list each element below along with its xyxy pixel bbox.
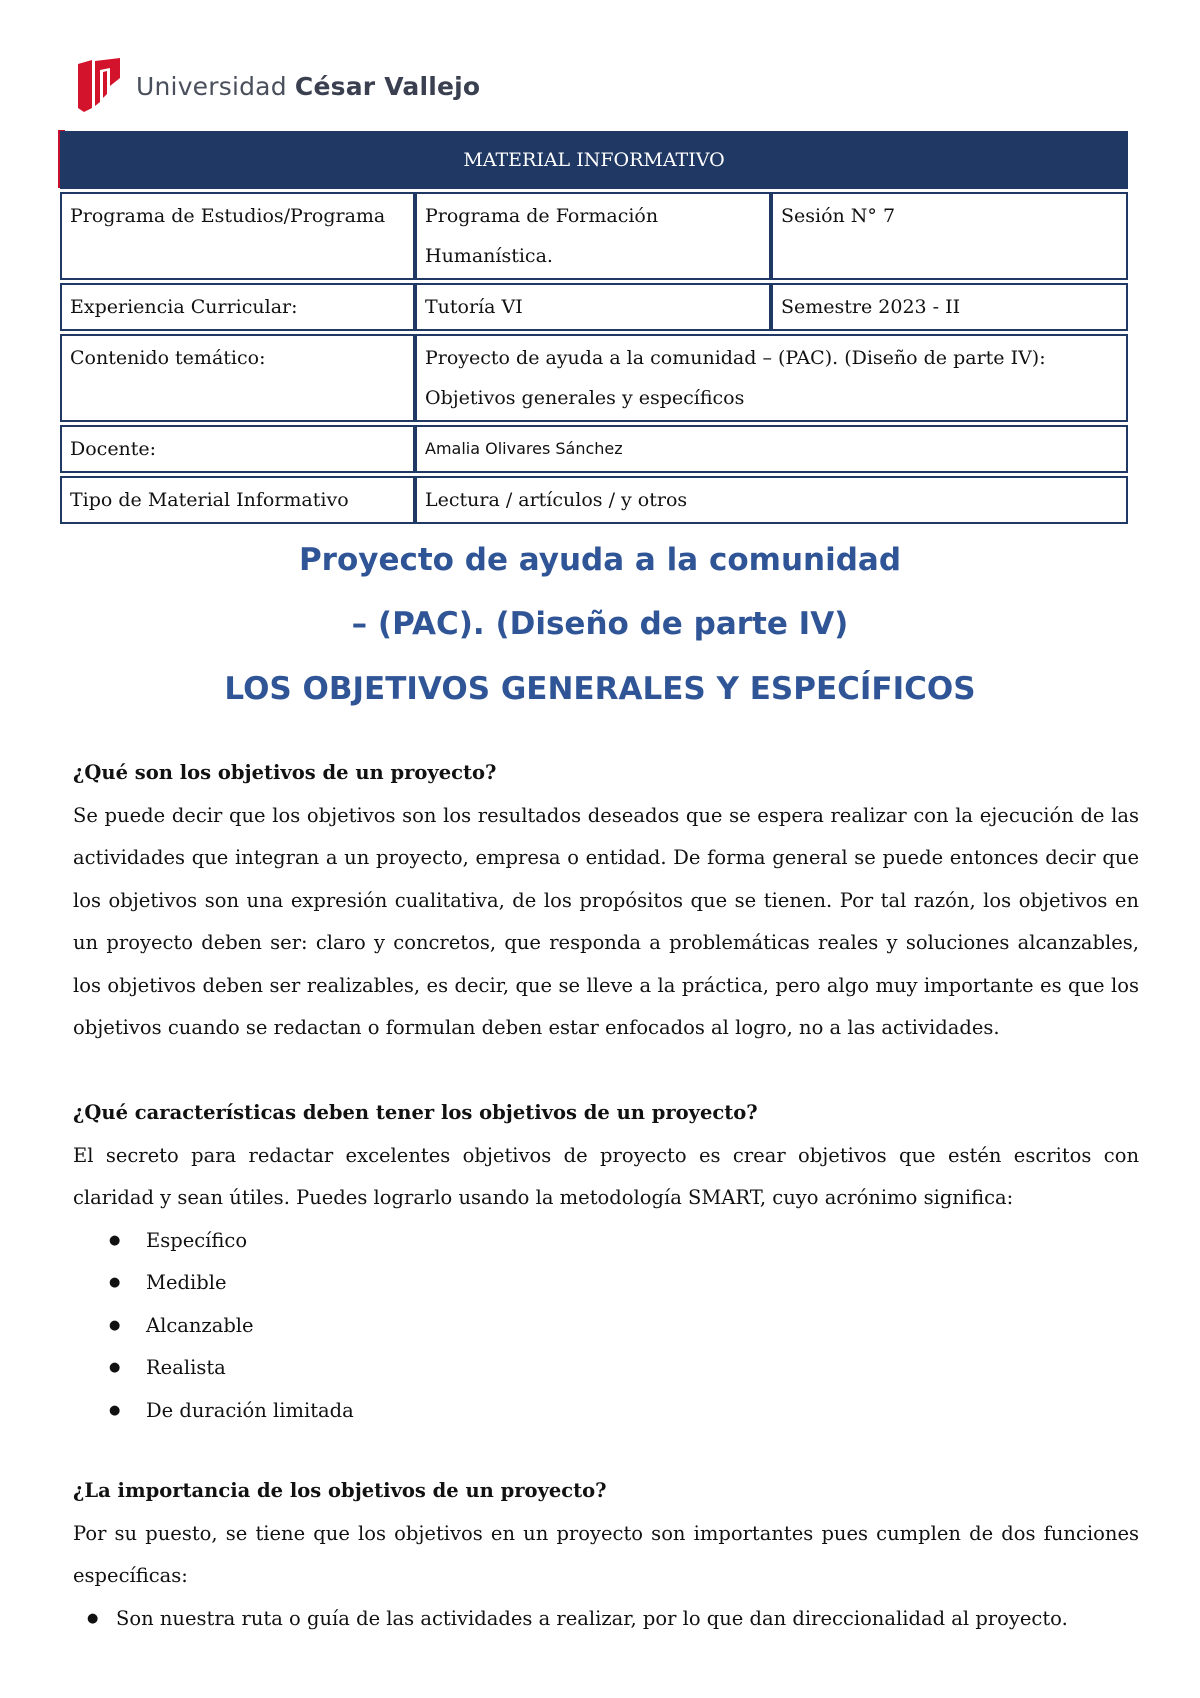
section-heading: ¿Qué son los objetivos de un proyecto? (73, 761, 497, 784)
logo-text (136, 72, 480, 101)
document-title-line2: – (PAC). (Diseño de parte IV) (351, 606, 849, 642)
section-paragraph: Se puede decir que los objetivos son los resultados deseados que se espera realizar con la ejecución de las actividades que integran a un proyecto, empresa o entidad. De forma general se puede entonces decir que los objetivos son una expresión cualitativa, de los propósitos que se tienen. Por tal razón, los objetivos en un proyecto deben ser: claro y concretos, que responda a problemáticas reales y soluciones alcanzables, los objetivos deben ser realizables, es decir, que se lleve a la práctica, pero algo muy importante es que los objetivos cuando se redactan o formulan deben estar enfocados al logro, no a las actividades. (73, 803, 1139, 1039)
section-paragraph: El secreto para redactar excelentes objetivos de proyecto es crear objetivos que estén escritos con claridad y sean útiles. Puedes lograrlo usando la metodología SMART, cuyo acrónimo significa: (73, 1143, 1139, 1209)
program-value: Programa de Formación Humanística. (415, 192, 771, 280)
logo-name-regular: Universidad (136, 71, 295, 101)
info-table-header-row (60, 131, 1128, 189)
material-type-label: Tipo de Material Informativo (60, 476, 415, 524)
list-item: ● Son nuestra ruta o guía de las actividades a realizar, por lo que dan direccionalidad al proyecto. (73, 1598, 1139, 1641)
list-item: ● De duración limitada (73, 1390, 1139, 1433)
list-item: ● Específico (73, 1220, 1139, 1263)
content-label: Contenido temático: (60, 334, 415, 422)
section-importance (73, 1470, 1139, 1640)
list-item: ● Realista (73, 1347, 1139, 1390)
session-value: Sesión N° 7 (771, 192, 1128, 280)
teacher-label: Docente: (60, 425, 415, 473)
info-table (60, 128, 1128, 527)
info-row-content (60, 334, 1128, 422)
section-paragraph: Por su puesto, se tiene que los objetivos en un proyecto son importantes pues cumplen de dos funciones específicas: (73, 1521, 1139, 1587)
content-value: Proyecto de ayuda a la comunidad – (PAC). (Diseño de parte IV): Objetivos generales y específicos (415, 334, 1128, 422)
smart-list (73, 1220, 1139, 1433)
section-heading: ¿Qué características deben tener los objetivos de un proyecto? (73, 1101, 758, 1124)
list-item: ● Medible (73, 1262, 1139, 1305)
teacher-value: Amalia Olivares Sánchez (415, 425, 1128, 473)
section-what-are-objectives (73, 752, 1139, 1050)
ucv-shield-icon (76, 58, 122, 114)
semester-value: Semestre 2023 - II (771, 283, 1128, 331)
document-title-line3: LOS OBJETIVOS GENERALES Y ESPECÍFICOS (224, 671, 976, 707)
logo-name-bold: César Vallejo (294, 71, 481, 101)
program-label: Programa de Estudios/Programa (60, 192, 415, 280)
info-row-teacher (60, 425, 1128, 473)
document-title-line1: Proyecto de ayuda a la comunidad (298, 542, 902, 578)
course-label: Experiencia Curricular: (60, 283, 415, 331)
list-item: ● Alcanzable (73, 1305, 1139, 1348)
info-row-program (60, 192, 1128, 280)
info-row-material-type (60, 476, 1128, 524)
info-table-header: MATERIAL INFORMATIVO (60, 131, 1128, 189)
functions-list (73, 1598, 1139, 1641)
material-type-value: Lectura / artículos / y otros (415, 476, 1128, 524)
section-heading: ¿La importancia de los objetivos de un proyecto? (73, 1479, 607, 1502)
course-value: Tutoría VI (415, 283, 771, 331)
info-row-course (60, 283, 1128, 331)
section-characteristics (73, 1092, 1139, 1432)
university-logo (76, 58, 480, 114)
